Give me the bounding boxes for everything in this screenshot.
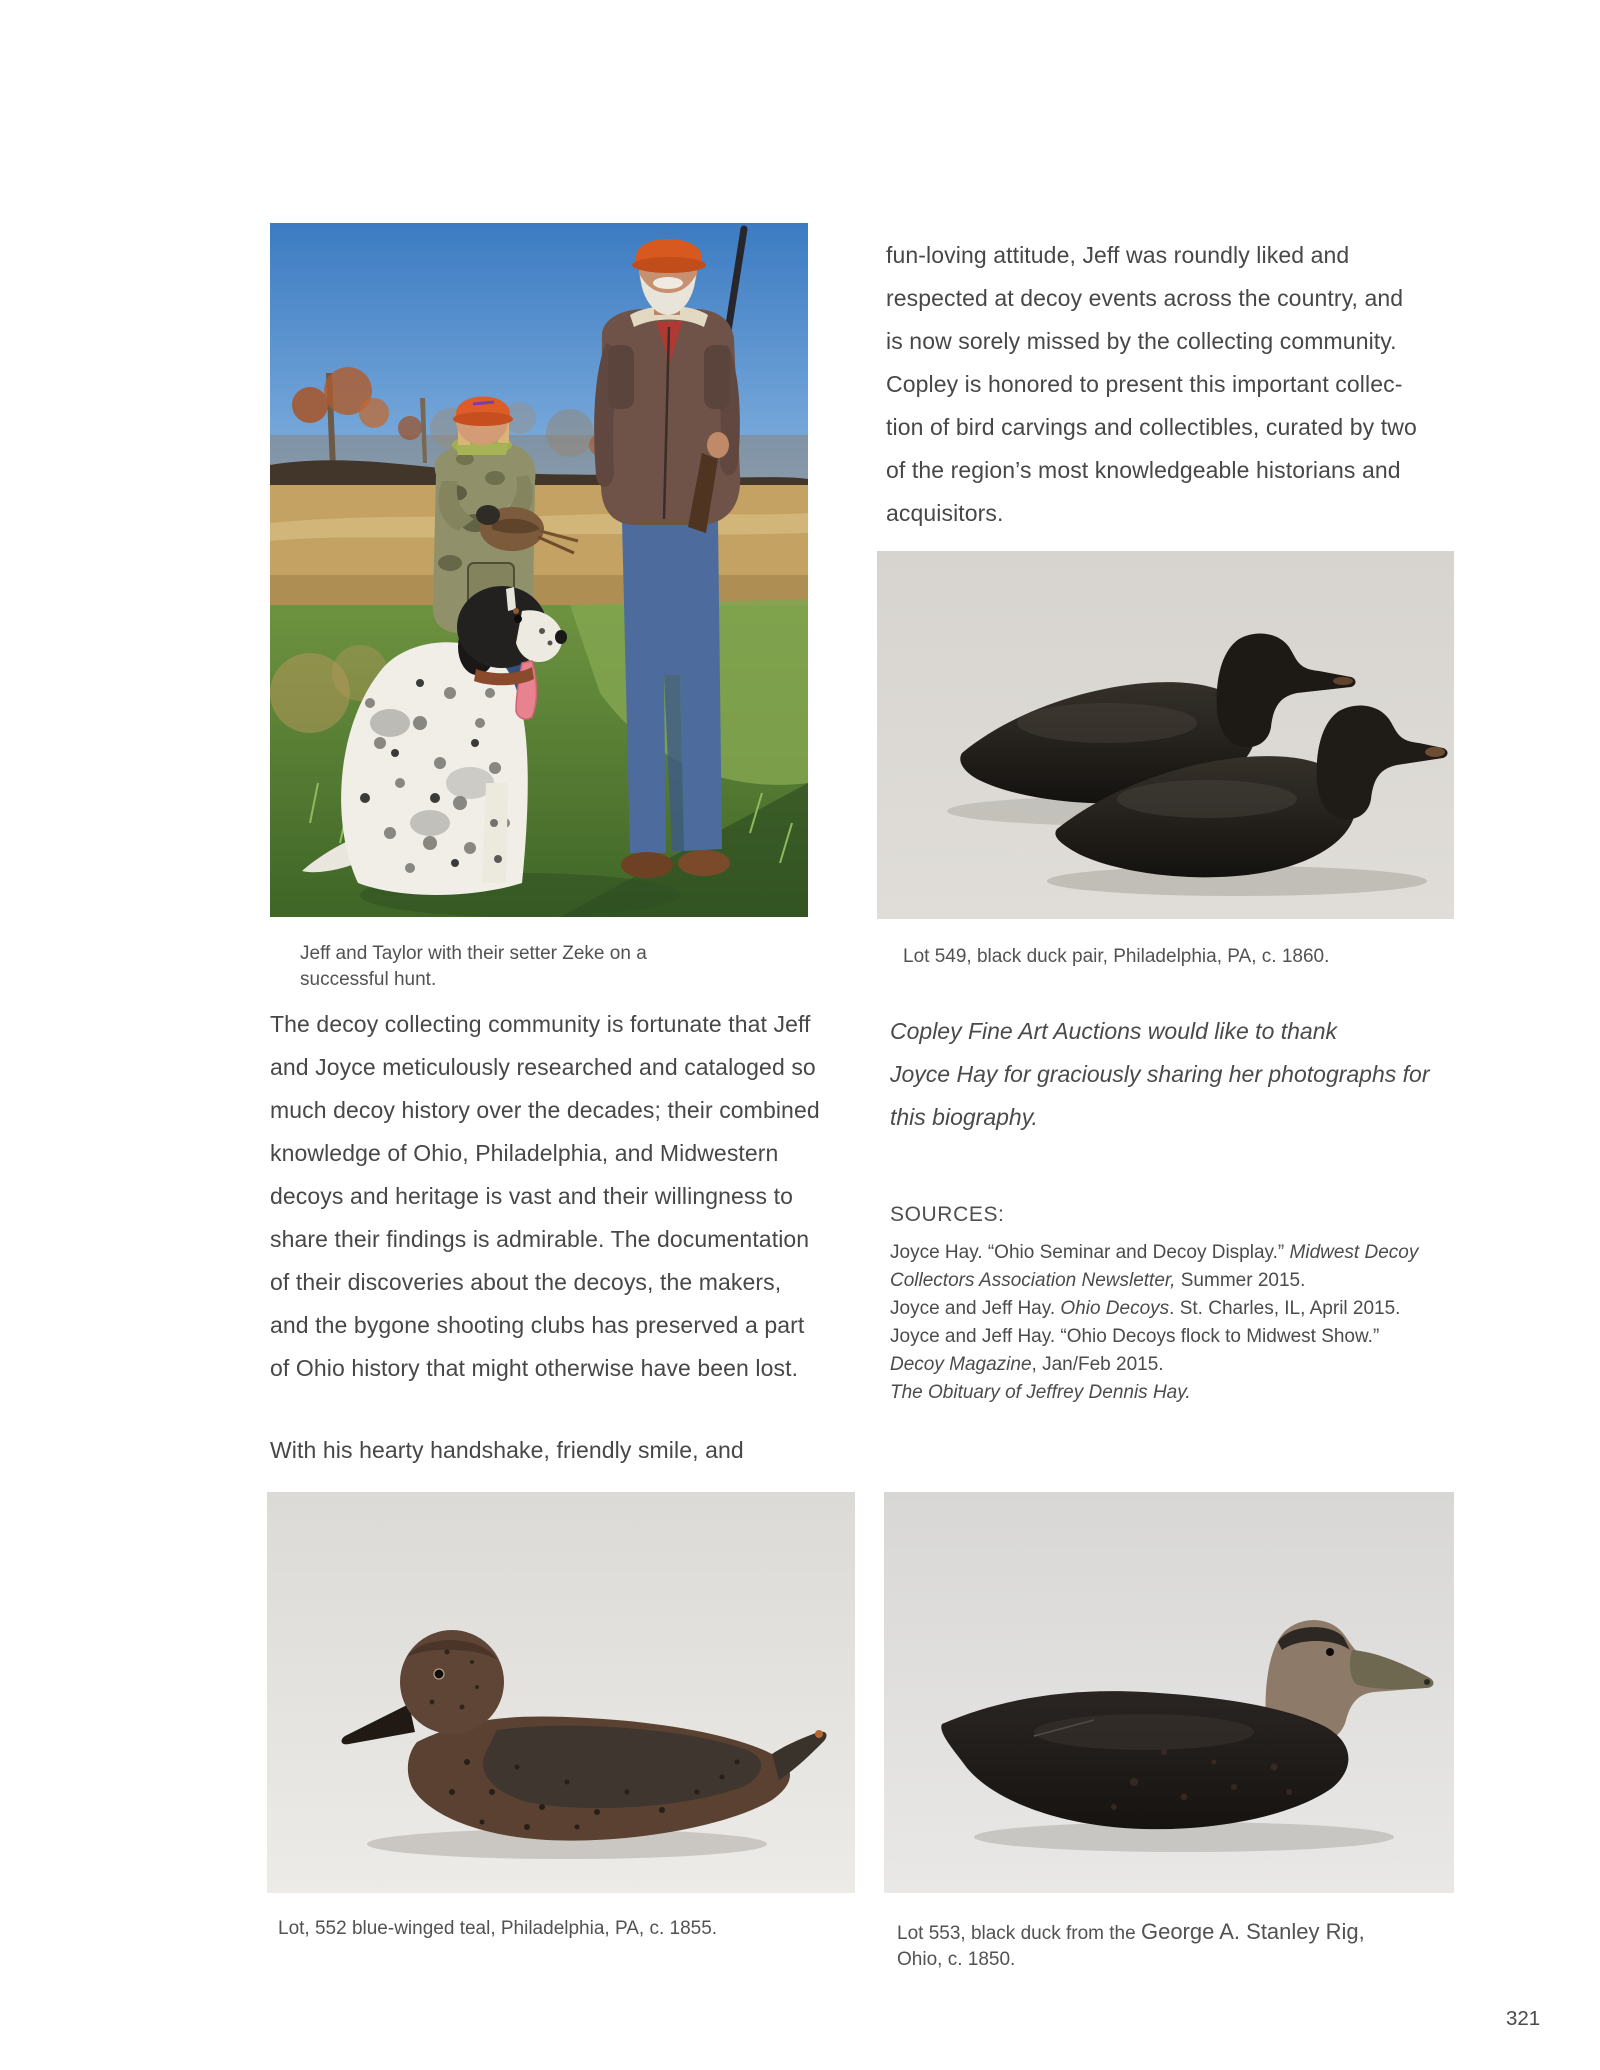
- citation-text: Joyce and Jeff Hay.: [890, 1298, 1061, 1319]
- source-citation: [890, 1295, 1500, 1323]
- citation-text: . St. Charles, IL, April 2015.: [1169, 1298, 1401, 1319]
- citation-text: Summer 2015.: [1175, 1270, 1306, 1291]
- citation-italic: Ohio Decoys: [1060, 1298, 1170, 1319]
- acknowledgment-text: Copley Fine Art Auctions would like to thank Joyce Hay for graciously sharing her photographs for this biography.: [890, 1018, 1430, 1130]
- caption-text-large: George A. Stanley Rig,: [1140, 1919, 1365, 1944]
- citation-text: Joyce and Jeff Hay. “Ohio Decoys flock to Midwest Show.”: [890, 1326, 1380, 1347]
- biography-paragraph-left-1: The decoy collecting community is fortunate that Jeff and Joyce meticulously researched and cataloged so much decoy history over the decades; their combined knowledge of Ohio, Philadelphia, and Midwestern decoys and heritage is vast and their willingness to share their findings is admirable. The documentation of their discoveries about the decoys, the makers, and the bygone shooting clubs has preserved a part of Ohio history that might otherwise have been lost.: [270, 1011, 820, 1381]
- black-duck-pair-illustration: [877, 551, 1454, 919]
- sources-heading: SOURCES:: [890, 1203, 1005, 1226]
- citation-text: , Jan/Feb 2015.: [1031, 1354, 1164, 1375]
- lot-552-caption: Lot, 552 blue-winged teal, Philadelphia, PA, c. 1855.: [278, 1918, 718, 1939]
- biography-paragraph-right: fun-loving attitude, Jeff was roundly liked and respected at decoy events across the country, and is now sorely missed by the collecting community. Copley is honored to present this important collec- tion of bird carvings and collectibles, curated by two of the region’s most knowledgeable historians and acquisitors.: [886, 242, 1417, 526]
- source-citation: [890, 1323, 1500, 1379]
- citation-italic: Decoy Magazine: [890, 1354, 1032, 1375]
- page-number: 321: [1506, 2007, 1541, 2030]
- black-duck-illustration: [884, 1492, 1454, 1893]
- lot-549-photo: [877, 551, 1454, 919]
- hunt-photo-illustration: [270, 223, 808, 917]
- lot-553-photo: [884, 1492, 1454, 1893]
- citation-italic: Midwest Decoy Collectors Association Newsletter,: [890, 1242, 1419, 1291]
- lot-553-caption: [897, 1919, 1477, 1973]
- citation-italic: The Obituary of Jeffrey Dennis Hay.: [890, 1382, 1191, 1403]
- caption-text: Lot 553, black duck from the: [897, 1923, 1141, 1944]
- biography-paragraph-left-2: With his hearty handshake, friendly smile, and: [270, 1437, 744, 1463]
- blue-winged-teal-illustration: [267, 1492, 855, 1893]
- source-citation: [890, 1379, 1500, 1407]
- hunt-photo: [270, 223, 808, 917]
- hunt-photo-caption: Jeff and Taylor with their setter Zeke on a successful hunt.: [300, 943, 647, 990]
- lot-552-photo: [267, 1492, 855, 1893]
- citation-text: Joyce Hay. “Ohio Seminar and Decoy Display.”: [890, 1242, 1290, 1263]
- lot-549-caption: Lot 549, black duck pair, Philadelphia, PA, c. 1860.: [903, 946, 1330, 967]
- sources-section: [890, 1203, 1500, 1407]
- caption-text: Ohio, c. 1850.: [897, 1949, 1016, 1970]
- source-citation: [890, 1239, 1500, 1295]
